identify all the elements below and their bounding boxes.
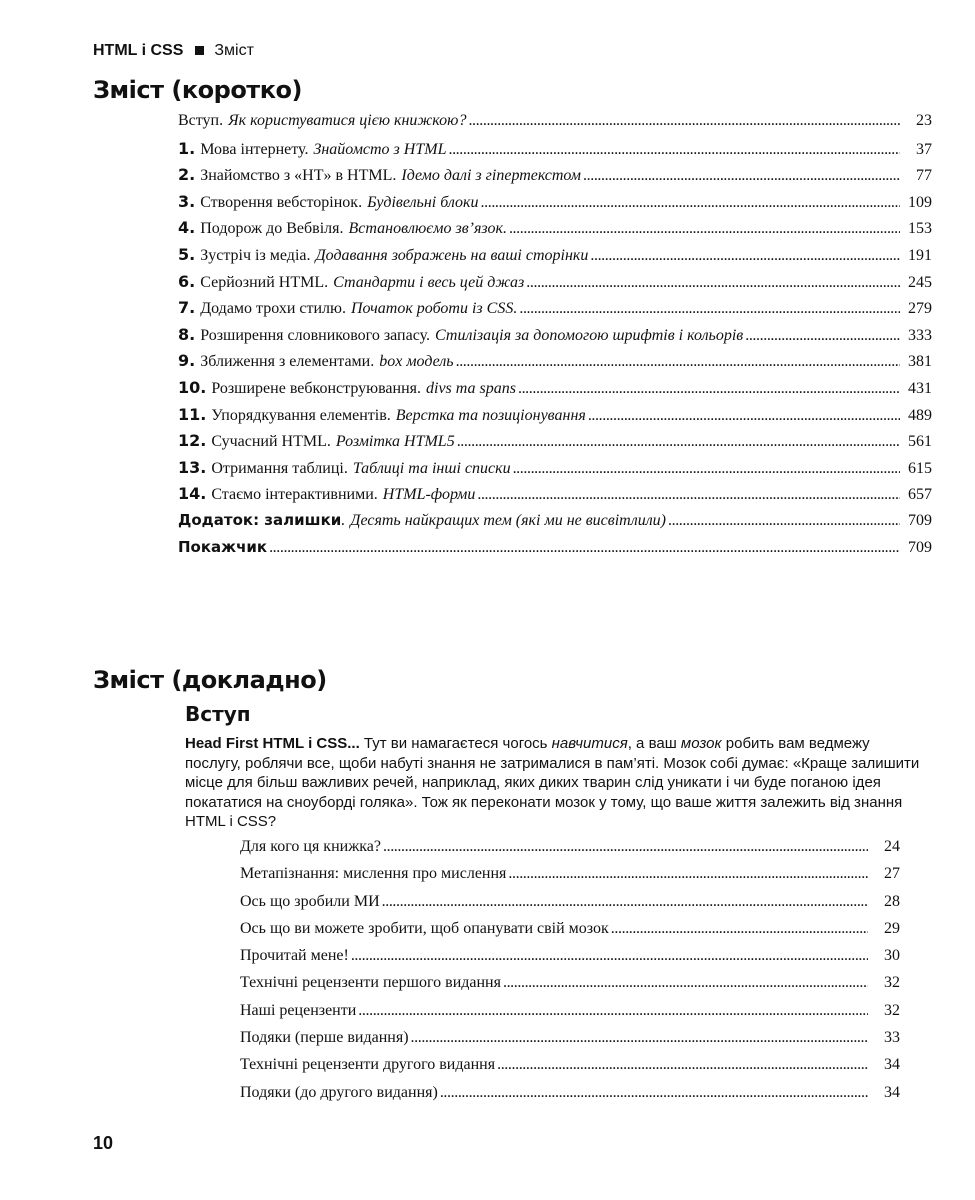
toc-subentry-title: Подяки (перше видання) [240,1029,409,1047]
dot-leader [456,353,900,371]
toc-subentry[interactable] [240,838,900,865]
running-head-title: HTML і CSS [93,42,184,59]
intro-emphasis-2: мозок [680,735,722,752]
toc-entry-page: 191 [908,246,932,264]
chapter-number: 9. [178,351,196,371]
toc-entry-title: Мова інтернету. [200,140,309,158]
toc-subentry-title: Наші рецензенти [240,1001,357,1019]
toc-entry-page: 153 [908,220,932,238]
toc-entry-page: 109 [908,193,932,211]
toc-subentry-title: Подяки (до другого видання) [240,1083,438,1101]
toc-entry-page: 431 [908,379,932,397]
intro-text-1: Тут ви намагаєтеся чогось [359,735,552,752]
chapter-number: 12. [178,431,207,451]
chapter-number: 11. [178,404,207,424]
dot-leader [497,1056,868,1074]
toc-entry-subtitle-dot: . [341,511,346,529]
toc-subentry-page: 28 [884,892,900,910]
toc-entry-subtitle: Знайомсто з HTML [313,140,447,158]
toc-entry-page: 561 [908,433,932,451]
short-toc-list [178,112,932,564]
intro-text-2: , а ваш [627,735,681,752]
toc-entry-chapter-11[interactable] [178,405,932,432]
toc-entry-title: Сучасний HTML. [211,433,331,451]
chapter-number: 6. [178,271,196,291]
toc-entry-title: Серйозний HTML. [200,273,329,291]
dot-leader [358,1002,868,1020]
dot-leader [351,947,868,965]
toc-subentry-title: Ось що зробили МИ [240,892,380,910]
dot-leader [583,167,900,185]
toc-entry-chapter-8[interactable] [178,325,932,352]
toc-entry-page: 657 [908,486,932,504]
page-number: 10 [93,1133,114,1153]
dot-leader [513,460,900,478]
toc-entry-chapter-7[interactable] [178,298,932,325]
toc-entry-subtitle: Будівельні блоки [367,193,479,211]
toc-subentry-page: 32 [884,974,900,992]
chapter-number: 14. [178,484,207,504]
intro-lead: Head First HTML і CSS... [185,735,360,752]
running-head-section: Зміст [214,42,254,59]
toc-entry-title: Подорож до Вебвіля. [200,220,344,238]
toc-entry-subtitle: Таблиці та інші списки [352,459,511,477]
toc-entry-subtitle: HTML-форми [382,486,476,504]
toc-entry-page: 23 [916,112,932,129]
toc-entry-page: 333 [908,326,932,344]
toc-subentry[interactable] [240,920,900,947]
toc-entry-page: 709 [908,538,932,556]
toc-subentry-page: 33 [884,1029,900,1047]
toc-subentry[interactable] [240,974,900,1001]
toc-entry-title: Упорядкування елементів. [211,406,391,424]
chapter-number: 8. [178,324,196,344]
toc-subentry[interactable] [240,947,900,974]
toc-entry-title: Отримання таблиці. [211,459,348,477]
toc-subentry-title: Прочитай мене! [240,947,349,965]
dot-leader [457,433,900,451]
toc-entry-chapter-1[interactable] [178,139,932,166]
toc-entry-chapter-12[interactable] [178,431,932,458]
toc-entry-chapter-13[interactable] [178,458,932,485]
toc-entry-title: Створення вебсторінок. [200,193,363,211]
toc-subentry-title: Технічні рецензенти першого видання [240,974,501,992]
toc-entry-page: 489 [908,406,932,424]
chapter-number: 3. [178,191,196,211]
toc-subentry[interactable] [240,893,900,920]
toc-entry-page: 77 [916,167,932,185]
toc-entry-subtitle: Верстка та позиціонування [395,406,586,424]
chapter-number: 13. [178,457,207,477]
toc-subentry[interactable] [240,1002,900,1029]
toc-entry-subtitle: Десять найкращих тем (які ми не висвітлили) [350,511,666,529]
toc-subentry-page: 34 [884,1083,900,1101]
toc-entry-chapter-14[interactable] [178,484,932,511]
toc-subentry[interactable] [240,1056,900,1083]
dot-leader [668,512,900,530]
toc-entry-chapter-2[interactable] [178,165,932,192]
dot-leader [588,407,900,425]
short-toc-heading: Зміст (коротко) [93,76,302,104]
toc-entry-chapter-3[interactable] [178,192,932,219]
intro-paragraph [185,734,920,832]
toc-subentry-title: Для кого ця книжка? [240,838,381,855]
toc-entry-chapter-6[interactable] [178,272,932,299]
toc-entry-title: Додаток: залишки [178,510,342,529]
dot-leader [481,194,900,212]
toc-entry-subtitle: Ідемо далі з гіпертекстом [401,167,582,185]
toc-entry-subtitle: divs та spans [426,379,516,397]
chapter-number: 5. [178,244,196,264]
toc-entry-chapter-5[interactable] [178,245,932,272]
dot-leader [411,1029,868,1047]
toc-subentry[interactable] [240,865,900,892]
toc-entry-subtitle: Як користуватися цією книжкою? [228,112,467,129]
toc-entry-title: Зустріч із медіа. [200,246,311,264]
dot-leader [477,486,900,504]
toc-subentry-title: Метапізнання: мислення про мислення [240,865,507,883]
running-head [93,42,254,60]
dot-leader [448,141,900,159]
toc-entry-page: 381 [908,353,932,371]
toc-entry-page: 245 [908,273,932,291]
dot-leader [519,300,900,318]
toc-entry-subtitle: Додавання зображень на ваші сторінки [315,246,589,264]
dot-leader [509,220,900,238]
toc-entry-subtitle: Розмітка HTML5 [335,433,455,451]
toc-entry-chapter-10[interactable] [178,378,932,405]
detailed-toc-heading: Зміст (докладно) [93,666,327,694]
dot-leader [382,893,868,911]
dot-leader [440,1084,868,1102]
toc-entry-title: Зближення з елементами. [200,353,375,371]
dot-leader [611,920,868,938]
toc-subentry-page: 24 [884,838,900,855]
toc-subentry-page: 32 [884,1001,900,1019]
dot-leader [503,974,868,992]
toc-entry-intro[interactable] [178,112,932,139]
toc-entry-subtitle: box модель [379,353,454,371]
toc-entry-page: 37 [916,140,932,158]
toc-entry-page: 709 [908,511,932,529]
chapter-number: 10. [178,377,207,397]
toc-entry-title: Додамо трохи стилю. [200,300,346,318]
toc-entry-subtitle: Встановлюємо зв’язок. [348,220,507,238]
toc-entry-title: Стаємо інтерактивними. [211,486,378,504]
toc-entry-appendix[interactable] [178,511,932,538]
toc-entry-title: Вступ. [178,112,224,129]
toc-subentry[interactable] [240,1084,900,1111]
dot-leader [526,274,900,292]
toc-subentry-page: 29 [884,919,900,937]
chapter-number: 1. [178,138,196,158]
toc-entry-title: Знайомство з «HT» в HTML. [200,167,397,185]
intro-text-3: робить вам ведмежу послугу, роблячи все, щоби набуті знання не затрималися в пам’яті. Мозок собі думає: «Краще залишити місце для більш важливих речей, наприклад, яких диких тварин слід уникати і чи буде поганою ідея покататися на сноуборді голяка». Тож як переконати мозок у тому, що ваше життя залежить від знання HTML і CSS? [185,735,920,830]
toc-entry-chapter-4[interactable] [178,218,932,245]
dot-leader [590,247,900,265]
toc-subentry-page: 30 [884,947,900,965]
square-bullet-icon [195,46,204,55]
dot-leader [745,327,900,345]
chapter-number: 4. [178,218,196,238]
toc-subentry-page: 34 [884,1056,900,1074]
toc-entry-chapter-9[interactable] [178,351,932,378]
intro-emphasis-1: навчитися [551,735,628,752]
toc-entry-subtitle: Початок роботи із CSS. [350,300,518,318]
toc-subentry-title: Технічні рецензенти другого видання [240,1056,496,1074]
toc-entry-page: 279 [908,300,932,318]
intro-heading: Вступ [185,702,251,726]
chapter-number: 7. [178,298,196,318]
chapter-number: 2. [178,165,196,185]
toc-subentry-page: 27 [884,865,900,883]
toc-entry-subtitle: Стилізація за допомогою шрифтів і кольорів [435,326,744,344]
dot-leader [383,838,868,856]
dot-leader [269,539,900,557]
dot-leader [468,112,900,130]
toc-entry-title: Розширене вебконструювання. [211,379,421,397]
toc-entry-title: Покажчик [178,537,268,556]
detailed-toc-list [240,838,900,1111]
toc-entry-title: Розширення словникового запасу. [200,326,431,344]
toc-entry-subtitle: Стандарти і весь цей джаз [333,273,525,291]
toc-subentry[interactable] [240,1029,900,1056]
dot-leader [518,380,900,398]
dot-leader [508,865,868,883]
toc-entry-index[interactable] [178,538,932,565]
toc-subentry-title: Ось що ви можете зробити, щоб опанувати свій мозок [240,919,609,937]
toc-entry-page: 615 [908,459,932,477]
